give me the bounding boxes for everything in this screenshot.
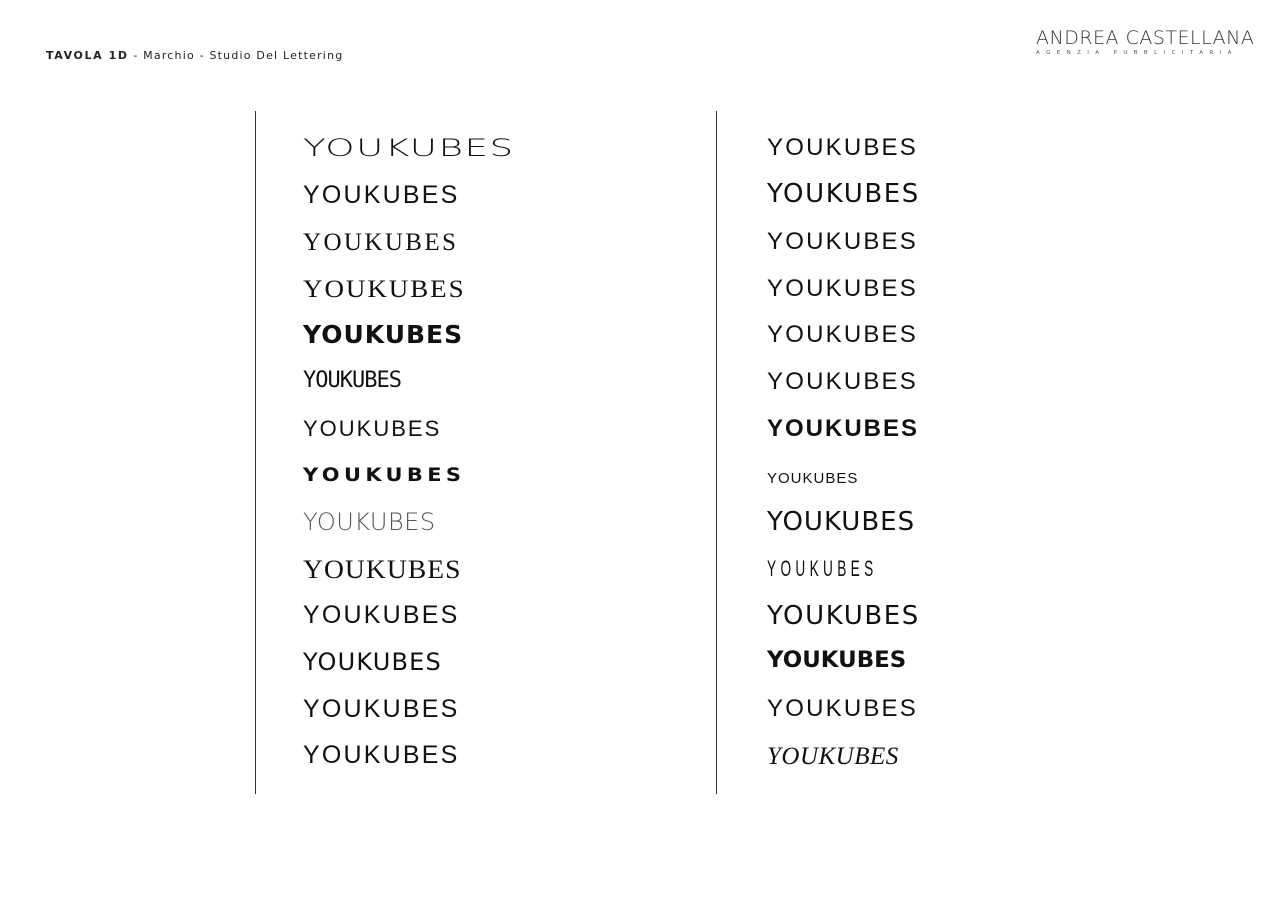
lettering-sample: YOUKUBES	[767, 601, 920, 631]
agency-logo	[1036, 27, 1255, 57]
lettering-sample: YOUKUBES	[767, 368, 918, 395]
lettering-sample: YOUKUBES	[767, 556, 878, 581]
lettering-sample: YOUKUBES	[767, 321, 918, 348]
lettering-sample: YOUKUBES	[303, 320, 464, 349]
lettering-sample: YOUKUBES	[767, 648, 907, 673]
lettering-sample: YOUKUBES	[303, 508, 436, 536]
lettering-sample: YOUKUBES	[767, 134, 918, 161]
left-divider	[255, 111, 256, 794]
lettering-sample: YOUKUBES	[767, 179, 920, 209]
lettering-sample: YOUKUBES	[767, 695, 918, 722]
lettering-sample: YOUKUBES	[303, 416, 442, 441]
lettering-sample: YOUKUBES	[303, 648, 442, 676]
lettering-sample: YOUKUBES	[767, 507, 916, 537]
lettering-sample: YOUKUBES	[767, 415, 920, 442]
lettering-sample: YOUKUBES	[303, 181, 460, 209]
lettering-sample: YOUKUBES	[767, 275, 918, 302]
agency-tagline: AGENZIA PUBBLICITARIA	[1036, 50, 1238, 56]
lettering-sample: YOUKUBES	[303, 695, 460, 723]
right-divider	[716, 111, 717, 794]
lettering-sample: YOUKUBES	[303, 555, 462, 584]
lettering-sample: YOUKUBES	[303, 276, 466, 303]
board-subtitle: - Marchio - Studio Del Lettering	[128, 49, 344, 62]
lettering-sample: YOUKUBES	[303, 229, 459, 256]
lettering-sample: YOUKUBES	[303, 368, 401, 393]
lettering-sample: YOUKUBES	[303, 464, 466, 486]
lettering-sample: YOUKUBES	[767, 743, 899, 770]
lettering-sample: YOUKUBES	[303, 741, 460, 769]
lettering-sample: YOUKUBES	[303, 601, 460, 629]
lettering-sample: YOUKUBES	[767, 228, 918, 255]
lettering-sample: YOUKUBES	[767, 470, 859, 487]
agency-name: ANDREA CASTELLANA	[1036, 27, 1255, 49]
board-label	[46, 49, 343, 62]
board-code: TAVOLA 1D	[46, 49, 129, 62]
lettering-sample: YOUKUBES	[303, 134, 515, 162]
